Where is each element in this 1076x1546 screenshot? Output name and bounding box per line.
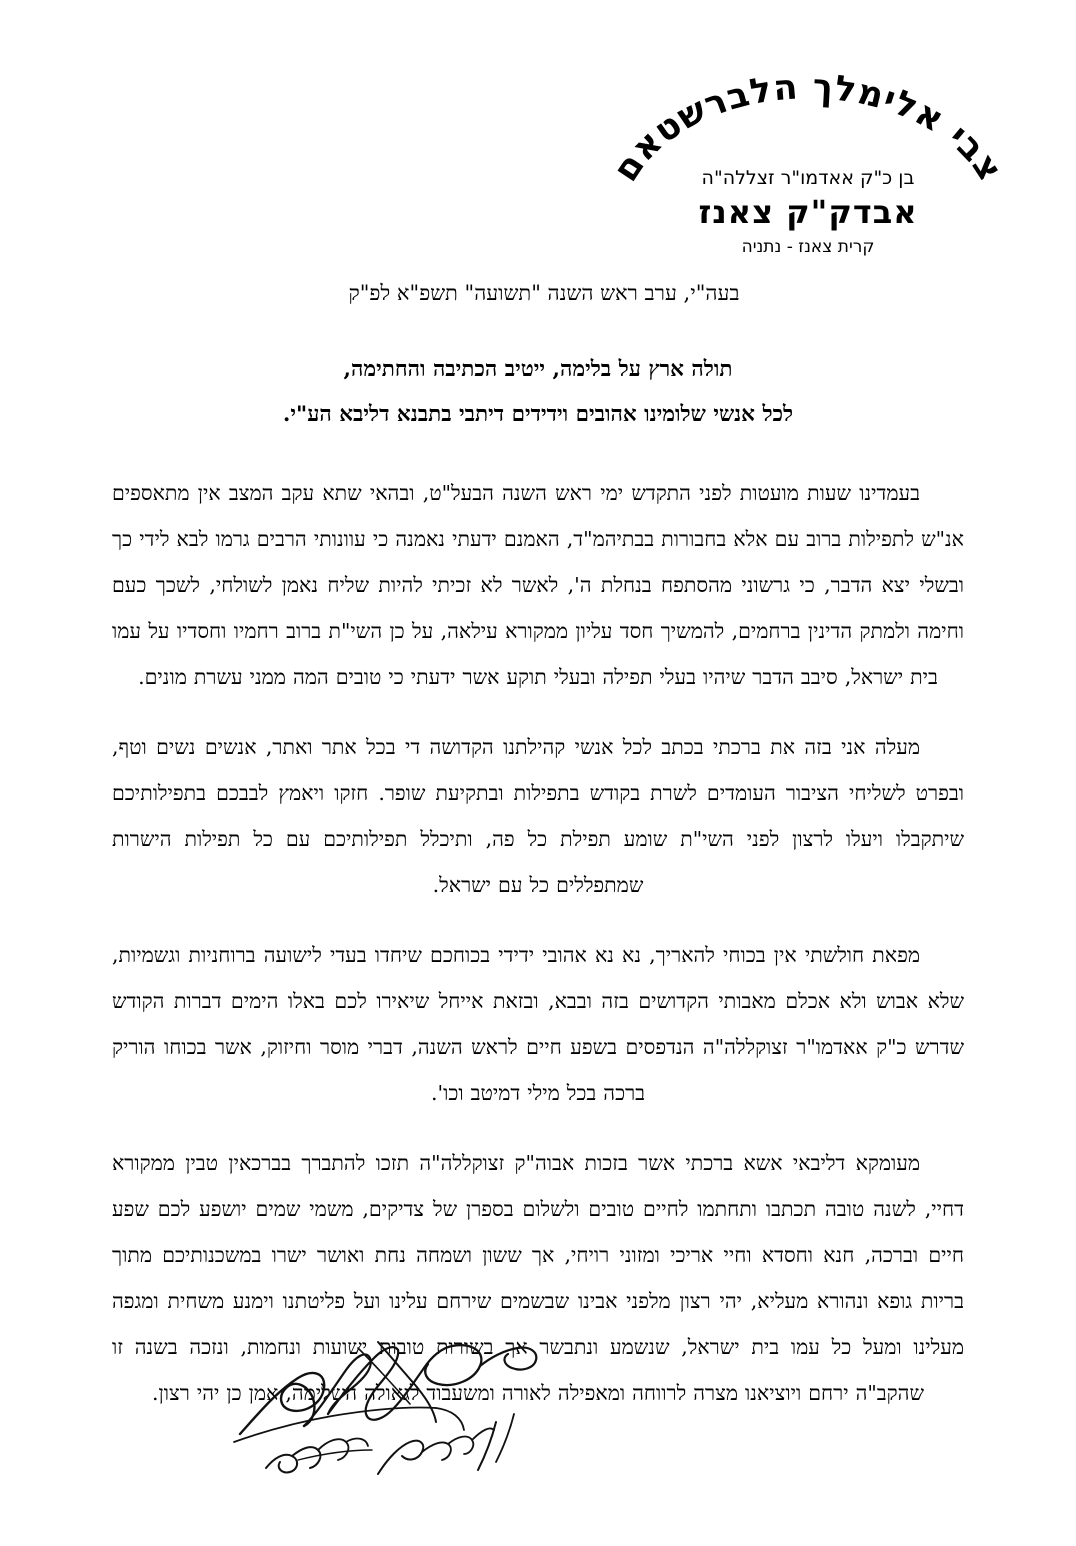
paragraph: מעומקא דליבאי אשא ברכתי אשר בזכות אבוה"ק זצוקללה"ה תזכו להתברך בברכאין טבין ממקורא דחיי, לשנה טובה תכתבו ותחתמו לחיים טובים ולשלום בספרן של צדיקים, משמי שמים יושפע לכם שפע חיים וברכה, חנא וחסדא וחיי אריכי ומזוני רויחי, אך ששון ושמחה נחת ואושר ישרו במשכנותיכם מתוך בריות גופא ונהורא מעליא, יהי רצון מלפני אבינו שבשמים שירחם עלינו ועל פליטתנו וימנע משחית ומגפה מעלינו ומעל כל עמו בית ישראל, שנשמע ונתבשר אך בשורות טובות ישועות ונחמות, ונזכה בשנה זו שהקב"ה ירחם ויוציאנו מצרה לרווחה ומאפילה לאורה ומשעבוד לגאולה השלימה, אמן כן יהי רצון. bbox=[112, 1151, 964, 1405]
letterhead-subtitle: בן כ"ק אאדמו"ר זצללה"ה bbox=[701, 167, 915, 189]
paragraph: מפאת חולשתי אין בכוחי להאריך, נא נא אהובי ידידי בכוחכם שיחדו בעדי לישועה ברוחניות וגשמיות, שלא אבוש ולא אכלם מאבותי הקדושים בזה ובבא, ובזאת אייחל שיאירו לכם באלו הימים דברות הקודש שדרש כ"ק אאדמו"ר זצוקללה"ה הנדפסים בשפע חיים לראש השנה, דברי מוסר וחיזוק, אשר בכוחו הוריק ברכה בכל מילי דמיטב וכו'. bbox=[112, 943, 964, 1105]
paragraph: מעלה אני בזה את ברכתי בכתב לכל אנשי קהילתנו הקדושה די בכל אתר ואתר, אנשים נשים וטף, ובפרט לשליחי הציבור העומדים לשרת בקודש בתפילות ובתקיעת שופר. חזקו ויאמץ לבבכם בתפילותיכם שיתקבלו ויעלו לרצון לפני השי"ת שומע תפילת כל פה, ותיכלל תפילותיכם עם כל תפילות הישרות שמתפללים כל עם ישראל. bbox=[112, 735, 964, 897]
letter-heading-line-1: תולה ארץ על בלימה, ייטיב הכתיבה והחתימה, bbox=[343, 357, 733, 382]
letter-body bbox=[112, 470, 964, 1416]
letterhead-arch-text: צבי אלימלך הלברשטאם bbox=[605, 67, 1011, 189]
date-line: בעה"י, ערב ראש השנה "תשועה" תשפ"א לפ"ק bbox=[348, 281, 740, 305]
letterhead-title: אבדק"ק צאנז bbox=[698, 193, 918, 231]
letterhead bbox=[0, 62, 1076, 262]
letterhead-location: קרית צאנז - נתניה bbox=[741, 237, 875, 257]
letter-heading-line-2: לכל אנשי שלומינו אהובים וידידים דיתבי בתבנא דליבא הע"י. bbox=[282, 402, 794, 427]
handwritten-signature bbox=[228, 1318, 558, 1478]
paragraph: בעמדינו שעות מועטות לפני התקדש ימי ראש השנה הבעל"ט, ובהאי שתא עקב המצב אין מתאספים אנ"ש לתפילות ברוב עם אלא בחבורות בבתיהמ"ד, האמנם ידעתי נאמנה כי עוונותי הרבים גרמו לבא לידי כך ובשלי יצא הדבר, כי גרשוני מהסתפח בנחלת ה', לאשר לא זכיתי להיות שליח נאמן לשולחי, לשכך כעם וחימה ולמתק הדינין ברחמים, להמשיך חסד עליון ממקורא עילאה, על כן השי"ת ברוב רחמיו וחסדיו על עמו בית ישראל, סיבב הדבר שיהיו בעלי תפילה ובעלי תוקע אשר ידעתי כי טובים המה ממני עשרת מונים. bbox=[112, 481, 964, 689]
